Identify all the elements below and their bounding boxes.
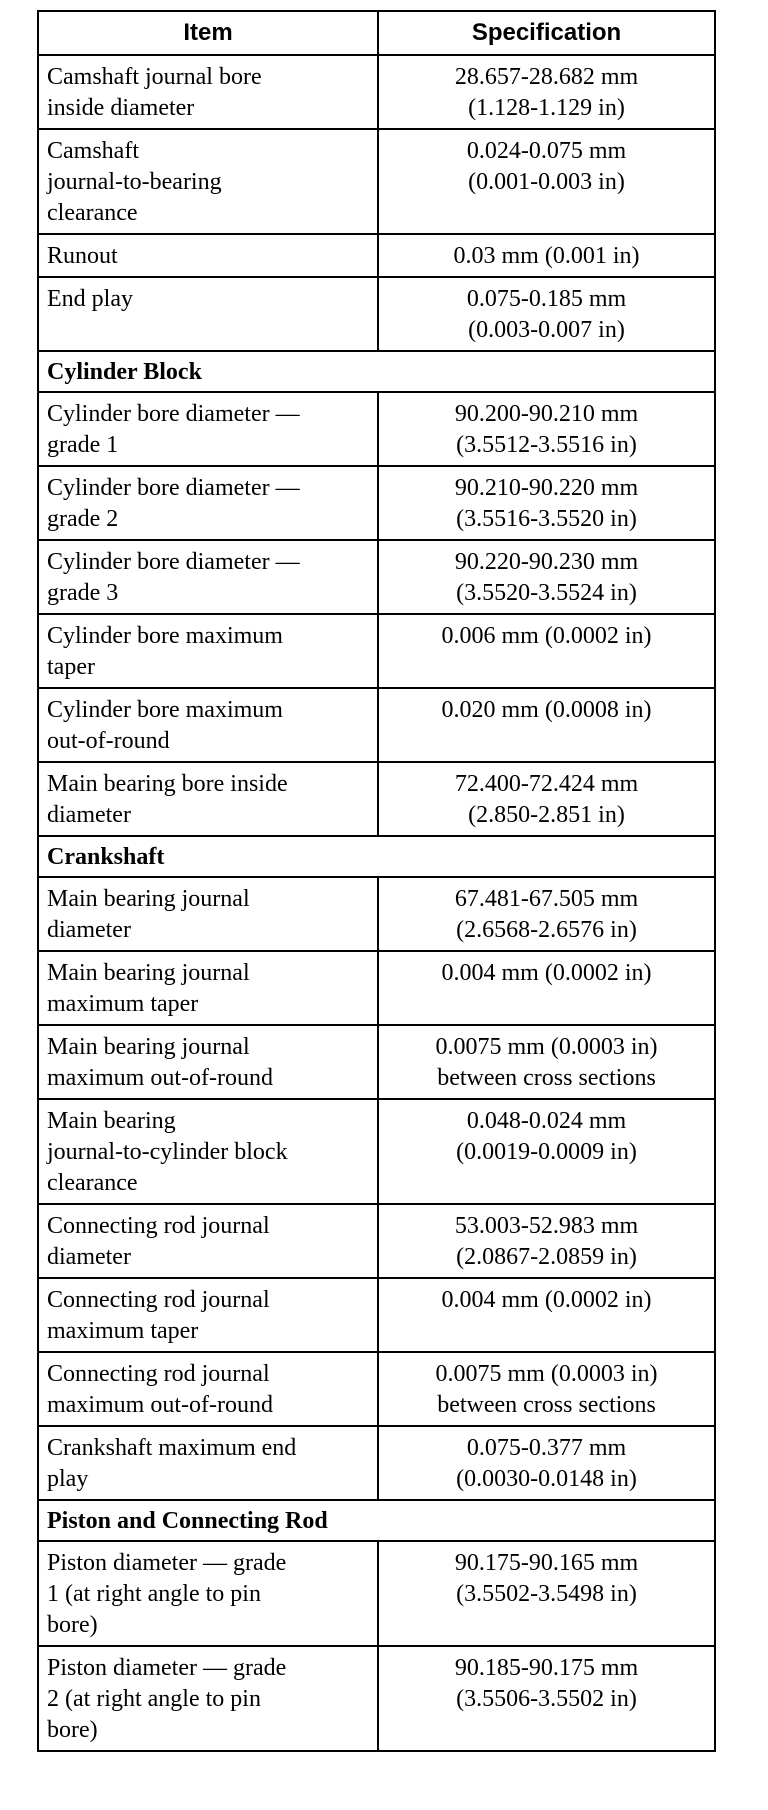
table-body (38, 55, 715, 1751)
specification-text-line: 0.03 mm (0.001 in) (453, 243, 640, 269)
item-cell (38, 392, 378, 466)
item-text-line: Connecting rod journal (47, 1213, 270, 1239)
item-text-line: Camshaft (47, 138, 139, 164)
item-text-line: maximum taper (47, 1318, 199, 1344)
item-text-line: 2 (at right angle to pin (47, 1686, 261, 1712)
specification-cell (378, 1352, 715, 1426)
item-text-line: Camshaft journal bore (47, 64, 262, 90)
table-row (38, 1426, 715, 1500)
specification-cell (378, 1278, 715, 1352)
item-text-line: Cylinder bore diameter — (47, 475, 300, 501)
table-row (38, 1204, 715, 1278)
item-text-line: clearance (47, 1170, 138, 1196)
item-cell (38, 466, 378, 540)
table-row (38, 1352, 715, 1426)
section-row (38, 1500, 715, 1541)
item-text-line: clearance (47, 200, 138, 226)
specification-text-line: 0.0075 mm (0.0003 in) (435, 1361, 658, 1387)
item-text-line: journal-to-bearing (47, 169, 222, 195)
item-cell (38, 877, 378, 951)
table-header (38, 11, 715, 55)
item-cell (38, 1099, 378, 1204)
specification-table (37, 10, 716, 1752)
item-text-line: Main bearing journal (47, 1034, 250, 1060)
table-row (38, 55, 715, 129)
specification-text-line: 0.004 mm (0.0002 in) (441, 960, 652, 986)
table-row (38, 762, 715, 836)
item-cell (38, 277, 378, 351)
table-row (38, 1025, 715, 1099)
item-text-line: maximum out-of-round (47, 1392, 273, 1418)
table-row (38, 688, 715, 762)
specification-text-line: (3.5512-3.5516 in) (456, 432, 637, 458)
specification-text-line: (0.0030-0.0148 in) (456, 1466, 637, 1492)
item-text-line: Piston diameter — grade (47, 1655, 287, 1681)
item-cell (38, 688, 378, 762)
specification-text-line: 0.004 mm (0.0002 in) (441, 1287, 652, 1313)
specification-cell (378, 540, 715, 614)
specification-cell (378, 234, 715, 277)
specification-text-line: (1.128-1.129 in) (468, 95, 625, 121)
item-text-line: End play (47, 286, 133, 312)
item-text-line: bore) (47, 1612, 98, 1638)
item-cell (38, 762, 378, 836)
item-cell (38, 614, 378, 688)
specification-cell (378, 877, 715, 951)
item-cell (38, 1352, 378, 1426)
specification-cell (378, 1099, 715, 1204)
item-text-line: Runout (47, 243, 118, 269)
item-text-line: Cylinder bore maximum (47, 623, 283, 649)
table-row (38, 1646, 715, 1751)
table-row (38, 1278, 715, 1352)
table-row (38, 392, 715, 466)
specification-text-line: 90.185-90.175 mm (454, 1655, 639, 1681)
header-row (38, 11, 715, 55)
specification-text-line: 0.0075 mm (0.0003 in) (435, 1034, 658, 1060)
specification-text-line: (3.5516-3.5520 in) (456, 506, 637, 532)
specification-cell (378, 951, 715, 1025)
item-text-line: Main bearing journal (47, 886, 250, 912)
section-row (38, 351, 715, 392)
item-cell (38, 1204, 378, 1278)
item-text-line: Cylinder bore diameter — (47, 401, 300, 427)
specification-cell (378, 1025, 715, 1099)
item-text-line: play (47, 1466, 89, 1492)
specification-text-line: (0.001-0.003 in) (468, 169, 625, 195)
specification-text-line: (0.003-0.007 in) (468, 317, 625, 343)
specification-text-line: (3.5502-3.5498 in) (456, 1581, 637, 1607)
specification-text-line: 53.003-52.983 mm (454, 1213, 639, 1239)
specification-text-line: 0.020 mm (0.0008 in) (441, 697, 652, 723)
specification-text-line: 0.075-0.185 mm (466, 286, 627, 312)
table-row (38, 540, 715, 614)
item-cell (38, 55, 378, 129)
specification-cell (378, 1204, 715, 1278)
specification-text-line: 90.220-90.230 mm (454, 549, 639, 575)
specification-text-line: (3.5506-3.5502 in) (456, 1686, 637, 1712)
item-text-line: Main bearing bore inside (47, 771, 288, 797)
item-text-line: Connecting rod journal (47, 1287, 270, 1313)
item-cell (38, 951, 378, 1025)
item-text-line: Main bearing journal (47, 960, 250, 986)
table-row (38, 466, 715, 540)
item-cell (38, 540, 378, 614)
table-row (38, 614, 715, 688)
specification-text-line: 72.400-72.424 mm (454, 771, 639, 797)
specification-cell (378, 129, 715, 234)
table-row (38, 129, 715, 234)
table-row (38, 234, 715, 277)
item-text-line: bore) (47, 1717, 98, 1743)
item-text-line: Main bearing (47, 1108, 176, 1134)
item-text-line: Cylinder bore diameter — (47, 549, 300, 575)
specification-cell (378, 762, 715, 836)
item-text-line: journal-to-cylinder block (47, 1139, 288, 1165)
specification-text-line: 0.024-0.075 mm (466, 138, 627, 164)
column-header-specification: Specification (378, 11, 715, 55)
table-row (38, 277, 715, 351)
item-text-line: Cylinder bore maximum (47, 697, 283, 723)
specification-text-line: 28.657-28.682 mm (454, 64, 639, 90)
specification-text-line: 0.048-0.024 mm (466, 1108, 627, 1134)
specification-text-line: (0.0019-0.0009 in) (456, 1139, 637, 1165)
item-text-line: Piston diameter — grade (47, 1550, 287, 1576)
specification-cell (378, 1541, 715, 1646)
item-text-line: grade 3 (47, 580, 119, 606)
item-text-line: maximum out-of-round (47, 1065, 273, 1091)
item-cell (38, 1541, 378, 1646)
specification-cell (378, 1646, 715, 1751)
specification-text-line: between cross sections (437, 1392, 656, 1418)
table-row (38, 1099, 715, 1204)
item-cell (38, 129, 378, 234)
item-text-line: out-of-round (47, 728, 170, 754)
item-cell (38, 234, 378, 277)
specification-cell (378, 55, 715, 129)
item-text-line: taper (47, 654, 95, 680)
item-text-line: diameter (47, 802, 131, 828)
specification-text-line: 0.075-0.377 mm (466, 1435, 627, 1461)
item-text-line: Crankshaft maximum end (47, 1435, 297, 1461)
specification-text-line: (2.850-2.851 in) (468, 802, 625, 828)
item-cell (38, 1025, 378, 1099)
item-text-line: diameter (47, 917, 131, 943)
section-title: Piston and Connecting Rod (38, 1500, 715, 1541)
item-text-line: 1 (at right angle to pin (47, 1581, 261, 1607)
specification-text-line: 90.200-90.210 mm (454, 401, 639, 427)
table-row (38, 877, 715, 951)
specification-text-line: (3.5520-3.5524 in) (456, 580, 637, 606)
item-text-line: maximum taper (47, 991, 199, 1017)
specification-text-line: 67.481-67.505 mm (454, 886, 639, 912)
section-title: Crankshaft (38, 836, 715, 877)
item-cell (38, 1646, 378, 1751)
specification-cell (378, 614, 715, 688)
specification-text-line: (2.6568-2.6576 in) (456, 917, 637, 943)
specification-cell (378, 392, 715, 466)
specification-cell (378, 1426, 715, 1500)
specification-text-line: 90.175-90.165 mm (454, 1550, 639, 1576)
section-title: Cylinder Block (38, 351, 715, 392)
item-cell (38, 1278, 378, 1352)
specification-text-line: (2.0867-2.0859 in) (456, 1244, 637, 1270)
item-text-line: grade 1 (47, 432, 119, 458)
table-row (38, 951, 715, 1025)
specification-cell (378, 277, 715, 351)
section-row (38, 836, 715, 877)
column-header-item: Item (38, 11, 378, 55)
specification-cell (378, 688, 715, 762)
specification-text-line: 90.210-90.220 mm (454, 475, 639, 501)
item-cell (38, 1426, 378, 1500)
table-row (38, 1541, 715, 1646)
item-text-line: inside diameter (47, 95, 195, 121)
item-text-line: grade 2 (47, 506, 119, 532)
specification-text-line: between cross sections (437, 1065, 656, 1091)
specification-cell (378, 466, 715, 540)
specification-text-line: 0.006 mm (0.0002 in) (441, 623, 652, 649)
item-text-line: Connecting rod journal (47, 1361, 270, 1387)
item-text-line: diameter (47, 1244, 131, 1270)
